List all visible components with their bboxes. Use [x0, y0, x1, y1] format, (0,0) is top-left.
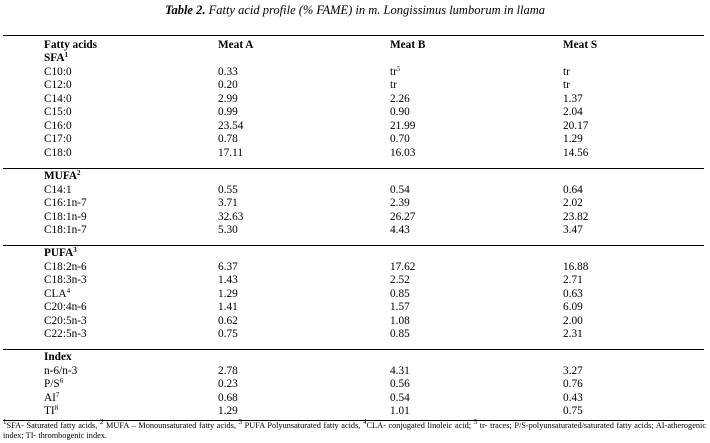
meat-s-value: [563, 288, 583, 301]
footnote-text: SFA- Saturated fatty acids,: [6, 421, 100, 430]
meat-s-value: [563, 315, 583, 328]
column-header-0: [44, 39, 97, 52]
table-row: [0, 211, 710, 225]
fatty-acid-name: [44, 405, 58, 418]
section-rule-2: [3, 245, 704, 246]
meat-a-value-text: 1.43: [218, 274, 238, 287]
table-row: [0, 147, 710, 161]
meat-s-value-text: tr: [563, 79, 570, 92]
meat-a-value: [218, 315, 238, 328]
table-row: [0, 315, 710, 329]
section-rule-1: [3, 168, 704, 169]
meat-s-value-text: 0.43: [563, 391, 583, 404]
fatty-acid-name-superscript: 8: [54, 404, 59, 413]
meat-s-value: [563, 93, 583, 106]
meat-b-value: [390, 79, 397, 92]
meat-a-value: [218, 197, 238, 210]
meat-a-value: [218, 261, 238, 274]
meat-b-value: [390, 301, 410, 314]
fatty-acid-name-superscript: 6: [59, 377, 64, 386]
meat-b-value-text: 16.03: [390, 146, 416, 159]
table-row: [0, 274, 710, 288]
fatty-acid-name: [44, 378, 63, 391]
meat-b-value-text: 1.01: [390, 405, 410, 418]
meat-b-value-text: 1.57: [390, 301, 410, 314]
meat-b-value: [390, 405, 410, 418]
fatty-acid-name-text: C10:0: [44, 65, 72, 78]
meat-b-value: [390, 261, 415, 274]
fatty-acid-name-text: C18:0: [44, 146, 72, 159]
meat-s-value-text: 2.71: [563, 274, 583, 287]
meat-b-value: [390, 378, 410, 391]
section-label: [44, 52, 68, 65]
meat-a-value: [218, 405, 238, 418]
meat-s-value: [563, 197, 583, 210]
section-header-sfa: [0, 52, 710, 66]
footnote-text: CLA- conjugated linoleic acid;: [366, 421, 474, 430]
meat-b-value-text: 4.31: [390, 364, 410, 377]
meat-s-value-text: 0.75: [563, 405, 583, 418]
meat-s-value-text: 16.88: [563, 260, 589, 273]
meat-a-value: [218, 211, 243, 224]
footnote-text: MUFA – Monounsaturated fatty acids,: [103, 421, 239, 430]
table-row: [0, 261, 710, 275]
meat-b-value: [390, 93, 410, 106]
fatty-acid-name: [44, 197, 87, 210]
fatty-acid-name-text: TI: [44, 405, 55, 418]
table-title: [0, 3, 710, 18]
meat-a-value: [218, 328, 238, 341]
table-row: [0, 378, 710, 392]
fatty-acid-name: [44, 133, 72, 146]
meat-s-value: [563, 133, 583, 146]
meat-s-value: [563, 106, 583, 119]
meat-s-value-text: 1.37: [563, 92, 583, 105]
meat-s-value-text: 0.76: [563, 378, 583, 391]
meat-b-value: [390, 197, 410, 210]
meat-s-value: [563, 66, 570, 79]
footnote-superscript: 5: [473, 418, 478, 426]
meat-b-value: [390, 66, 400, 79]
meat-b-value-superscript: 5: [396, 64, 401, 73]
meat-a-value: [218, 392, 238, 405]
table-row: [0, 301, 710, 315]
section-label: [44, 247, 77, 260]
meat-a-value-text: 0.99: [218, 106, 238, 119]
meat-b-value: [390, 120, 415, 133]
meat-b-value-text: 2.39: [390, 197, 410, 210]
meat-a-value: [218, 378, 238, 391]
meat-s-value: [563, 79, 570, 92]
section-label-text: MUFA: [44, 170, 78, 182]
meat-a-value: [218, 93, 238, 106]
column-header-0-text: Fatty acids: [44, 39, 98, 51]
fatty-acid-name: [44, 224, 87, 237]
column-header-1: [218, 39, 253, 52]
fatty-acid-name-text: C22:5n-3: [44, 328, 87, 341]
meat-a-value-text: 0.68: [218, 391, 238, 404]
section-label-text: Index: [44, 351, 72, 363]
table-row: [0, 184, 710, 198]
meat-s-value: [563, 301, 583, 314]
fatty-acid-name-text: C18:1n-9: [44, 210, 87, 223]
meat-s-value: [563, 184, 583, 197]
fatty-acid-name-text: C16:0: [44, 119, 72, 132]
meat-a-value: [218, 66, 238, 79]
fatty-acid-name-superscript: 4: [66, 286, 71, 295]
meat-s-value: [563, 378, 583, 391]
meat-s-value-text: 0.64: [563, 183, 583, 196]
fatty-acid-name: [44, 93, 72, 106]
meat-a-value: [218, 79, 238, 92]
meat-s-value: [563, 365, 583, 378]
fatty-acid-name-text: P/S: [44, 378, 60, 391]
column-header-row: [0, 39, 710, 53]
meat-b-value-text: 0.54: [390, 391, 410, 404]
meat-s-value: [563, 120, 588, 133]
meat-a-value-text: 23.54: [218, 119, 244, 132]
section-rule-3: [3, 349, 704, 350]
meat-b-value-text: 26.27: [390, 210, 416, 223]
fatty-acid-name-text: C16:1n-7: [44, 197, 87, 210]
meat-a-value-text: 3.71: [218, 197, 238, 210]
fatty-acid-name-text: C18:1n-7: [44, 224, 87, 237]
meat-b-value-text: 0.70: [390, 133, 410, 146]
meat-b-value-text: 17.62: [390, 260, 416, 273]
meat-a-value-text: 1.41: [218, 301, 238, 314]
meat-b-value-text: 2.26: [390, 92, 410, 105]
fatty-acid-name-text: C14:0: [44, 92, 72, 105]
table-footnote: [3, 418, 707, 440]
fatty-acid-name: [44, 261, 87, 274]
fatty-acid-name-text: AI: [44, 391, 56, 404]
fatty-acid-name: [44, 184, 72, 197]
footnote-superscript: 1: [3, 418, 7, 426]
meat-s-value-text: 3.27: [563, 364, 583, 377]
meat-b-value-text: tr: [390, 79, 397, 92]
meat-s-value-text: 20.17: [563, 119, 589, 132]
meat-s-value-text: 2.00: [563, 314, 583, 327]
table-row: [0, 224, 710, 238]
meat-a-value: [218, 120, 243, 133]
meat-a-value: [218, 288, 238, 301]
fatty-acid-name: [44, 66, 72, 79]
meat-s-value: [563, 261, 588, 274]
meat-a-value: [218, 274, 238, 287]
meat-a-value-text: 32.63: [218, 210, 244, 223]
meat-a-value-text: 2.78: [218, 364, 238, 377]
meat-s-value-text: 2.02: [563, 197, 583, 210]
fatty-acid-name-text: C20:4n-6: [44, 301, 87, 314]
column-header-2: [390, 39, 425, 52]
meat-a-value-text: 0.55: [218, 183, 238, 196]
meat-b-value: [390, 106, 410, 119]
meat-b-value: [390, 224, 410, 237]
table-row: [0, 392, 710, 406]
fatty-acid-name: [44, 211, 87, 224]
column-header-2-text: Meat B: [390, 39, 426, 51]
fatty-acid-name-text: C18:2n-6: [44, 260, 87, 273]
fatty-acid-name-text: C12:0: [44, 79, 72, 92]
meat-s-value-text: 14.56: [563, 146, 589, 159]
section-header-index: [0, 351, 710, 365]
meat-b-value: [390, 274, 410, 287]
meat-s-value: [563, 392, 583, 405]
meat-b-value-text: 4.43: [390, 224, 410, 237]
meat-a-value-text: 0.33: [218, 65, 238, 78]
section-label-superscript: 3: [73, 246, 77, 254]
meat-b-value-text: 0.56: [390, 378, 410, 391]
meat-s-value: [563, 147, 588, 160]
fatty-acid-name: [44, 392, 59, 405]
meat-b-value: [390, 315, 410, 328]
meat-b-value-text: 1.08: [390, 314, 410, 327]
meat-a-value: [218, 133, 238, 146]
fatty-acid-name-text: CLA: [44, 287, 67, 300]
column-header-1-text: Meat A: [218, 39, 254, 51]
meat-a-value-text: 0.20: [218, 79, 238, 92]
table-row: [0, 365, 710, 379]
meat-b-value: [390, 184, 410, 197]
fatty-acid-name-text: n-6/n-3: [44, 364, 78, 377]
section-label: [44, 351, 72, 364]
meat-b-value: [390, 328, 410, 341]
meat-a-value-text: 17.11: [218, 146, 243, 159]
meat-a-value: [218, 224, 238, 237]
table-row: [0, 197, 710, 211]
meat-a-value-text: 1.29: [218, 287, 238, 300]
table-caption: Fatty acid profile (% FAME) in m. Longissimus lumborum in llama: [208, 3, 546, 17]
meat-b-value-text: 2.52: [390, 274, 410, 287]
fatty-acid-name-text: C17:0: [44, 133, 72, 146]
table-row: [0, 93, 710, 107]
fatty-acid-name: [44, 106, 72, 119]
table-number: Table 2.: [164, 3, 206, 17]
meat-a-value: [218, 147, 243, 160]
section-header-pufa: [0, 247, 710, 261]
table-top-rule: [3, 35, 704, 36]
table-row: [0, 328, 710, 342]
fatty-acid-name: [44, 120, 72, 133]
fatty-acid-name: [44, 79, 72, 92]
meat-a-value: [218, 365, 238, 378]
column-header-3: [563, 39, 597, 52]
section-label: [44, 170, 81, 183]
table-row: [0, 120, 710, 134]
meat-b-value-text: 21.99: [390, 119, 416, 132]
meat-a-value-text: 0.75: [218, 328, 238, 341]
meat-s-value: [563, 405, 583, 418]
meat-a-value-text: 1.29: [218, 405, 238, 418]
table-row: [0, 133, 710, 147]
table-row: [0, 79, 710, 93]
meat-a-value-text: 5.30: [218, 224, 238, 237]
section-label-text: PUFA: [44, 247, 74, 259]
table-row: [0, 288, 710, 302]
meat-b-value-text: 0.85: [390, 328, 410, 341]
meat-b-value: [390, 365, 410, 378]
meat-b-value: [390, 147, 415, 160]
section-label-text: SFA: [44, 52, 65, 64]
fatty-acid-name-text: C14:1: [44, 183, 72, 196]
section-label-superscript: 2: [77, 169, 81, 177]
table-row: [0, 66, 710, 80]
meat-s-value-text: tr: [563, 65, 570, 78]
meat-a-value-text: 0.62: [218, 314, 238, 327]
fatty-acid-name: [44, 288, 70, 301]
meat-s-value-text: 2.04: [563, 106, 583, 119]
fatty-acid-name-text: C20:5n-3: [44, 314, 87, 327]
footnote-superscript: 3: [238, 418, 243, 426]
fatty-acid-name: [44, 274, 87, 287]
meat-a-value: [218, 301, 238, 314]
fatty-acid-name: [44, 315, 87, 328]
meat-a-value-text: 2.99: [218, 92, 238, 105]
meat-a-value-text: 6.37: [218, 260, 238, 273]
footnote-superscript: 4: [363, 418, 367, 426]
fatty-acid-name-superscript: 7: [55, 390, 60, 399]
column-header-3-text: Meat S: [563, 39, 598, 51]
meat-s-value-text: 3.47: [563, 224, 583, 237]
fatty-acid-name-text: C18:3n-3: [44, 274, 87, 287]
meat-s-value: [563, 274, 583, 287]
section-header-mufa: [0, 170, 710, 184]
meat-s-value-text: 2.31: [563, 328, 583, 341]
fatty-acid-name: [44, 147, 72, 160]
meat-a-value-text: 0.78: [218, 133, 238, 146]
table-row: [0, 405, 710, 419]
meat-s-value-text: 1.29: [563, 133, 583, 146]
meat-b-value-text: 0.90: [390, 106, 410, 119]
meat-b-value: [390, 288, 410, 301]
fatty-acid-name: [44, 365, 77, 378]
meat-b-value-text: tr: [390, 65, 397, 78]
meat-b-value-text: 0.85: [390, 287, 410, 300]
meat-b-value-text: 0.54: [390, 183, 410, 196]
fatty-acid-name-text: C15:0: [44, 106, 72, 119]
meat-b-value: [390, 392, 410, 405]
meat-b-value: [390, 133, 410, 146]
meat-b-value: [390, 211, 415, 224]
fatty-acid-name: [44, 328, 87, 341]
meat-s-value-text: 6.09: [563, 301, 583, 314]
table-row: [0, 106, 710, 120]
meat-s-value: [563, 328, 583, 341]
footnote-text: PUFA Polyunsaturated fatty acids,: [242, 421, 363, 430]
meat-a-value: [218, 184, 238, 197]
meat-s-value-text: 23.82: [563, 210, 589, 223]
fatty-acid-name: [44, 301, 87, 314]
meat-s-value: [563, 224, 583, 237]
meat-a-value-text: 0.23: [218, 378, 238, 391]
section-label-superscript: 1: [64, 51, 69, 59]
meat-a-value: [218, 106, 238, 119]
footnote-text: tr- traces; P/S-polyunsaturated/saturated fatty acids; AI-atherogenic index; TI- thrombogenic index.: [3, 421, 707, 440]
meat-s-value: [563, 211, 588, 224]
meat-s-value-text: 0.63: [563, 287, 583, 300]
footnote-superscript: 2: [99, 418, 104, 426]
